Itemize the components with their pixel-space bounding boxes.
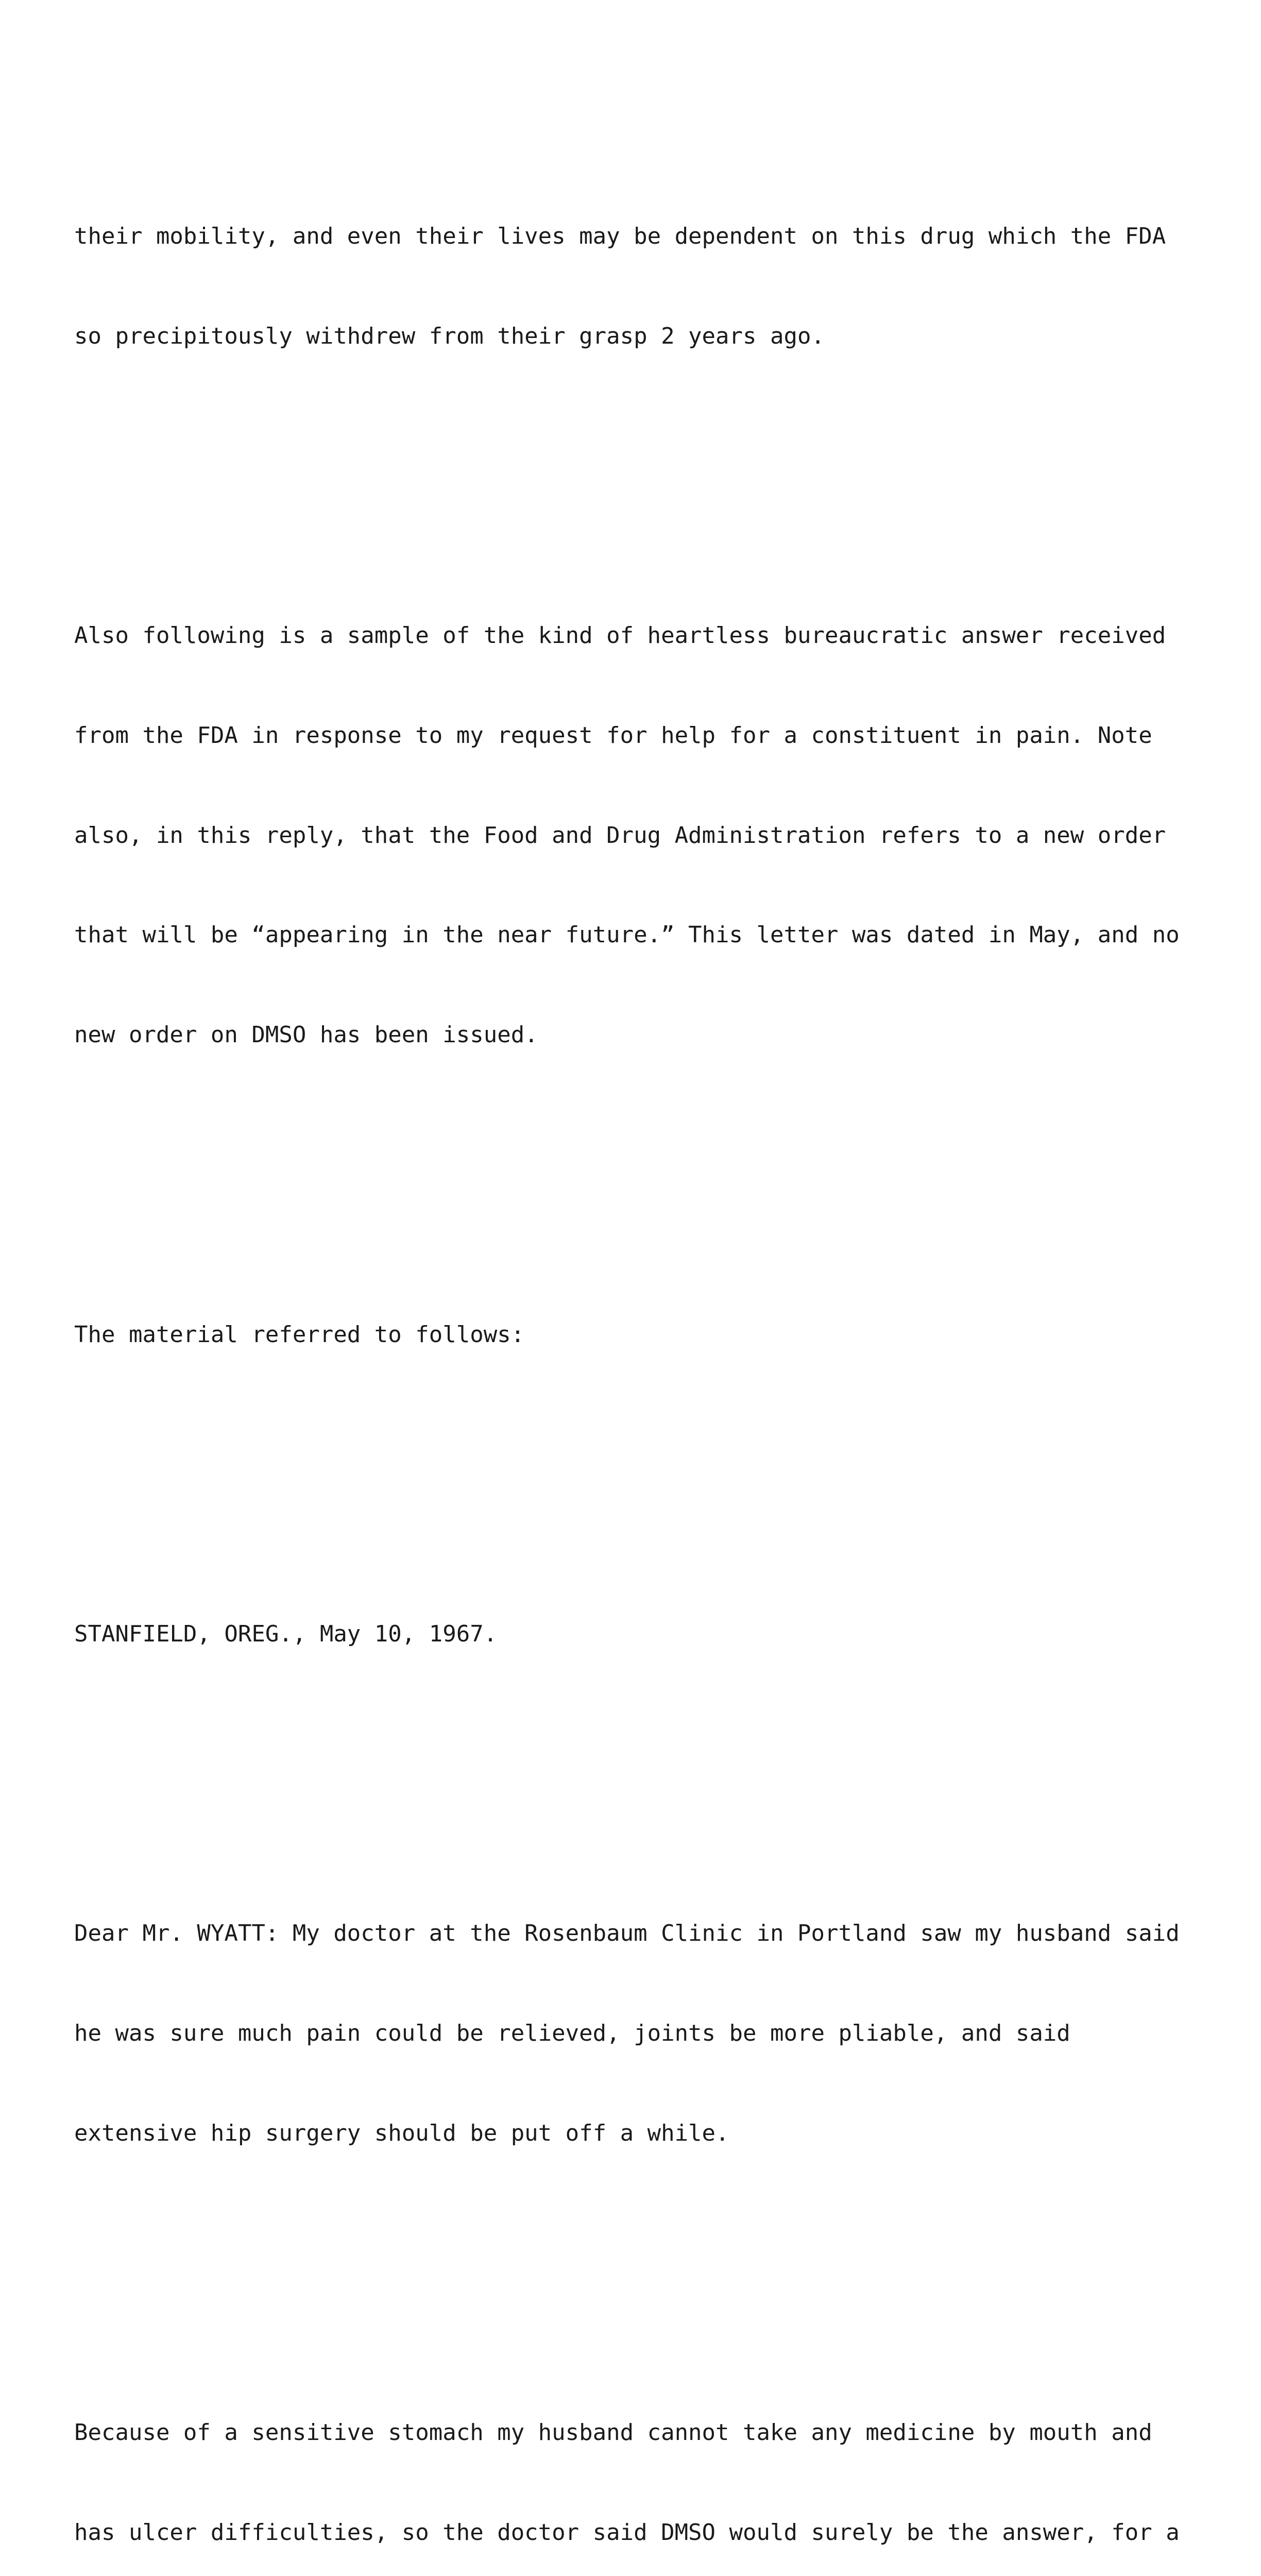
paragraph-fda-answer (74, 553, 1218, 1118)
letter-salutation-paragraph (74, 1851, 1218, 2217)
document-page (74, 54, 1218, 2576)
text-line: has ulcer difficulties, so the doctor said DMSO would surely be the answer, for a (74, 2519, 1180, 2546)
letter-dateline (74, 1551, 1218, 1718)
text-line: he was sure much pain could be relieved, joints be more pliable, and said (74, 2020, 1070, 2047)
text-line: STANFIELD, OREG., May 10, 1967. (74, 1620, 498, 1647)
text-line: new order on DMSO has been issued. (74, 1022, 538, 1048)
text-line: also, in this reply, that the Food and Drug Administration refers to a new order (74, 822, 1166, 849)
text-line: Dear Mr. WYATT: My doctor at the Rosenbaum Clinic in Portland saw my husband said (74, 1920, 1180, 1947)
text-line: The material referred to follows: (74, 1321, 525, 1348)
text-line: extensive hip surgery should be put off a while. (74, 2120, 729, 2146)
paragraph-intro-continuation (74, 154, 1218, 420)
text-line: from the FDA in response to my request for help for a constituent in pain. Note (74, 722, 1152, 749)
text-line: Because of a sensitive stomach my husband cannot take any medicine by mouth and (74, 2419, 1152, 2446)
text-line: that will be “appearing in the near future.” This letter was dated in May, and no (74, 922, 1180, 948)
text-line: their mobility, and even their lives may be dependent on this drug which the FDA (74, 223, 1166, 249)
paragraph-sensitive-stomach (74, 2350, 1218, 2576)
text-line: Also following is a sample of the kind of heartless bureaucratic answer received (74, 622, 1166, 649)
text-line: so precipitously withdrew from their grasp 2 years ago. (74, 323, 825, 349)
paragraph-material-referred (74, 1251, 1218, 1418)
